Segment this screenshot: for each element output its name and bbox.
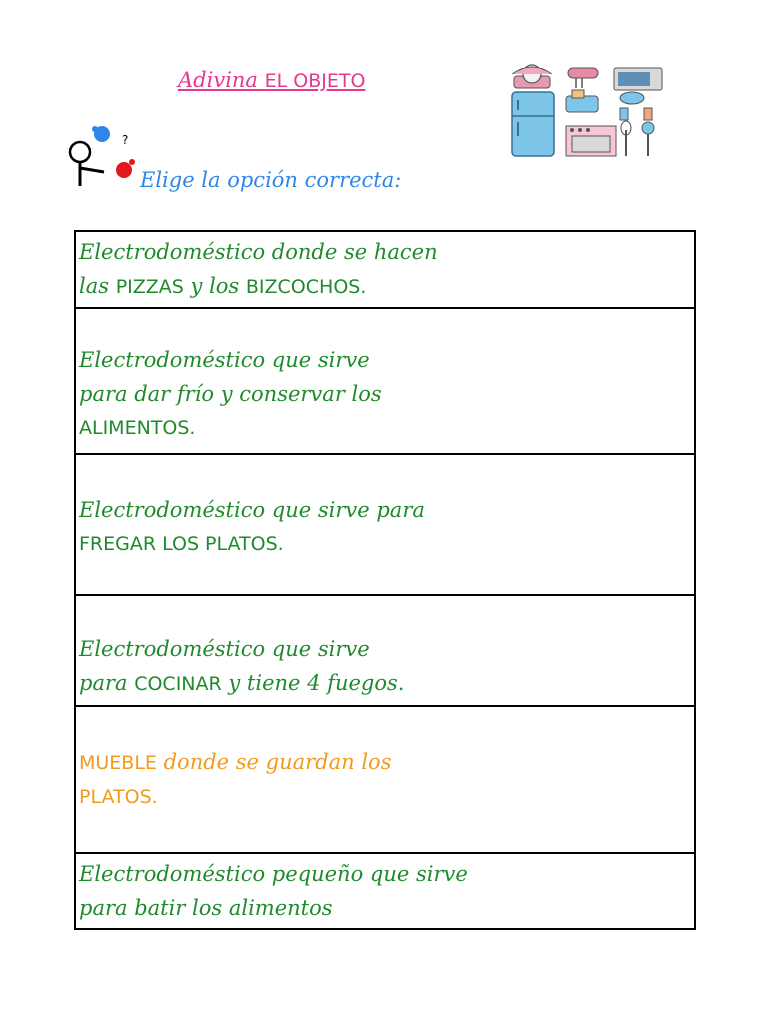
table-row bbox=[76, 455, 694, 596]
row-line: las PIZZAS y los BIZCOCHOS. bbox=[79, 274, 367, 298]
table-row bbox=[76, 707, 694, 854]
title-print: EL OBJETO bbox=[264, 70, 366, 92]
row-line: para batir los alimentos bbox=[79, 896, 333, 920]
instruction-text: Elige la opción correcta: bbox=[140, 168, 402, 192]
table-row bbox=[76, 232, 694, 309]
row-line: FREGAR LOS PLATOS. bbox=[79, 533, 284, 555]
kitchen-appliances-icon bbox=[508, 64, 666, 158]
row-line: Electrodoméstico que sirve bbox=[79, 348, 370, 372]
row-line: para COCINAR y tiene 4 fuegos. bbox=[79, 671, 405, 695]
row-line: Electrodoméstico que sirve para bbox=[79, 498, 425, 522]
thinking-stick-figure-icon bbox=[60, 122, 145, 188]
row-line: Electrodoméstico pequeño que sirve bbox=[79, 862, 468, 886]
table-row bbox=[76, 854, 694, 928]
title-cursive: Adivina bbox=[178, 68, 258, 92]
row-line: MUEBLE donde se guardan los bbox=[79, 750, 392, 774]
row-line: para dar frío y conservar los bbox=[79, 382, 382, 406]
page-title bbox=[178, 68, 365, 92]
question-table bbox=[74, 230, 696, 930]
row-line: Electrodoméstico donde se hacen bbox=[79, 240, 438, 264]
row-line: Electrodoméstico que sirve bbox=[79, 637, 370, 661]
table-row bbox=[76, 309, 694, 455]
question-mark: ? bbox=[122, 133, 129, 147]
table-row bbox=[76, 596, 694, 707]
row-line: ALIMENTOS. bbox=[79, 417, 196, 439]
row-line: PLATOS. bbox=[79, 786, 158, 808]
